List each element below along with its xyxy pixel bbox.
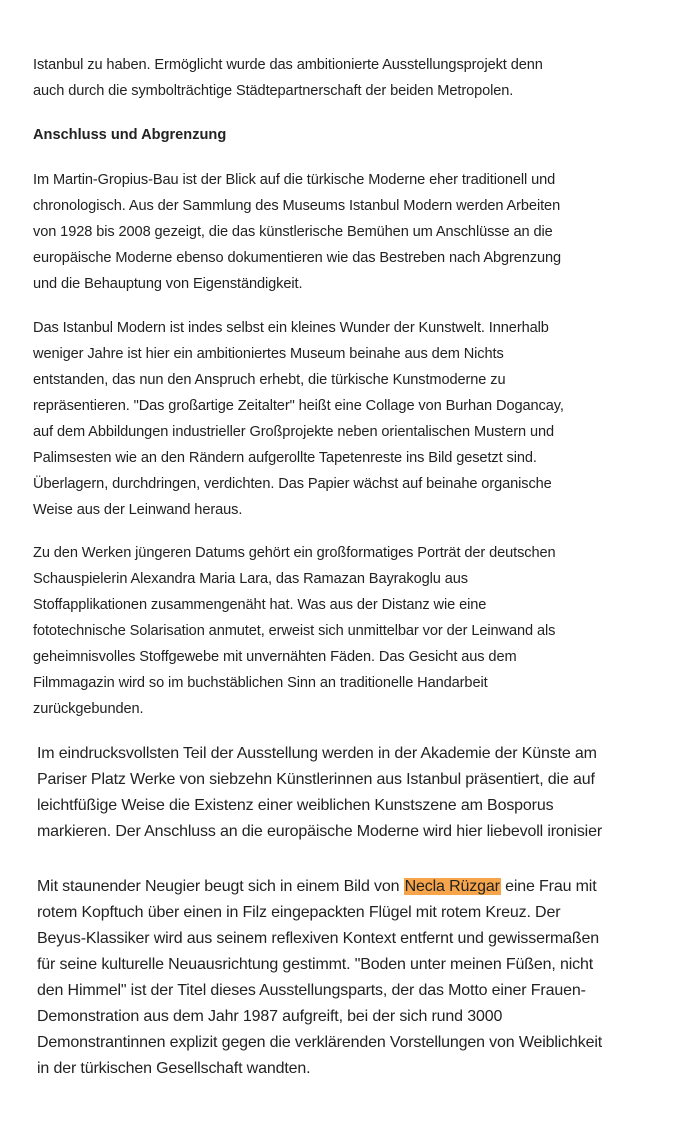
text-line: entstanden, das nun den Anspruch erhebt, die türkische Kunstmoderne zu xyxy=(33,372,506,388)
text-line: Stoffapplikationen zusammengenäht hat. Was aus der Distanz wie eine xyxy=(33,597,487,613)
text-segment: Mit staunender Neugier beugt sich in einem Bild von xyxy=(37,878,404,895)
paragraph-1 xyxy=(33,167,561,297)
text-line: chronologisch. Aus der Sammlung des Museums Istanbul Modern werden Arbeiten xyxy=(33,198,561,214)
text-line: Demonstration aus dem Jahr 1987 aufgreift, bei der sich rund 3000 xyxy=(37,1008,503,1025)
text-line: Istanbul zu haben. Ermöglicht wurde das ambitionierte Ausstellungsprojekt denn xyxy=(33,57,543,73)
paragraph-2 xyxy=(33,315,564,523)
highlighted-name: Necla Rüzgar xyxy=(404,878,500,895)
text-segment: eine Frau mit xyxy=(500,878,597,895)
text-line: Überlagern, durchdringen, verdichten. Das Papier wächst auf beinahe organische xyxy=(33,476,552,492)
text-line: und die Behauptung von Eigenständigkeit. xyxy=(33,276,303,292)
text-line: auf dem Abbildungen industrieller Großprojekte neben orientalischen Mustern und xyxy=(33,424,555,440)
text-line: markieren. Der Anschluss an die europäische Moderne wird hier liebevoll ironisier xyxy=(37,823,603,840)
paragraph-4 xyxy=(37,741,602,845)
text-line: Zu den Werken jüngeren Datums gehört ein großformatiges Porträt der deutschen xyxy=(33,545,556,561)
paragraph-3 xyxy=(33,540,556,722)
text-line: repräsentieren. "Das großartige Zeitalter" heißt eine Collage von Burhan Dogancay, xyxy=(33,398,564,414)
text-line: leichtfüßige Weise die Existenz einer weiblichen Kunstszene am Bosporus xyxy=(37,797,554,814)
text-line: Palimsesten wie an den Rändern aufgerollte Tapetenreste ins Bild gesetzt sind. xyxy=(33,450,537,466)
text-line: Im Martin-Gropius-Bau ist der Blick auf die türkische Moderne eher traditionell und xyxy=(33,172,556,188)
text-line: den Himmel" ist der Titel dieses Ausstellungsparts, der das Motto einer Frauen- xyxy=(37,982,586,999)
text-line: Im eindrucksvollsten Teil der Ausstellung werden in der Akademie der Künste am xyxy=(37,745,597,762)
text-line: Weise aus der Leinwand heraus. xyxy=(33,502,243,518)
text-line: zurückgebunden. xyxy=(33,701,144,717)
text-line: Demonstrantinnen explizit gegen die verklärenden Vorstellungen von Weiblichkeit xyxy=(37,1034,603,1051)
text-line: Pariser Platz Werke von siebzehn Künstlerinnen aus Istanbul präsentiert, die auf xyxy=(37,771,595,788)
text-line: für seine kulturelle Neuausrichtung gestimmt. "Boden unter meinen Füßen, nicht xyxy=(37,956,594,973)
section-heading: Anschluss und Abgrenzung xyxy=(33,127,227,143)
paragraph-5 xyxy=(37,874,602,1082)
text-line: in der türkischen Gesellschaft wandten. xyxy=(37,1060,311,1077)
text-line: auch durch die symbolträchtige Städtepartnerschaft der beiden Metropolen. xyxy=(33,83,514,99)
text-line: weniger Jahre ist hier ein ambitioniertes Museum beinahe aus dem Nichts xyxy=(33,346,504,362)
text-line: fototechnische Solarisation anmutet, erweist sich unmittelbar vor der Leinwand als xyxy=(33,623,556,639)
text-line: rotem Kopftuch über einen in Filz eingepackten Flügel mit rotem Kreuz. Der xyxy=(37,904,561,921)
text-line: Filmmagazin wird so im buchstäblichen Sinn an traditionelle Handarbeit xyxy=(33,675,488,691)
text-line: Beyus-Klassiker wird aus seinem reflexiven Kontext entfernt und gewissermaßen xyxy=(37,930,600,947)
text-line: von 1928 bis 2008 gezeigt, die das künstlerische Bemühen um Anschlüsse an die xyxy=(33,224,553,240)
text-line xyxy=(37,874,602,900)
text-line: europäische Moderne ebenso dokumentieren wie das Bestreben nach Abgrenzung xyxy=(33,250,562,266)
text-line: Schauspielerin Alexandra Maria Lara, das Ramazan Bayrakoglu aus xyxy=(33,571,469,587)
intro-paragraph xyxy=(33,52,543,104)
text-line: Das Istanbul Modern ist indes selbst ein kleines Wunder der Kunstwelt. Innerhalb xyxy=(33,320,549,336)
text-line: geheimnisvolles Stoffgewebe mit unvernähten Fäden. Das Gesicht aus dem xyxy=(33,649,517,665)
